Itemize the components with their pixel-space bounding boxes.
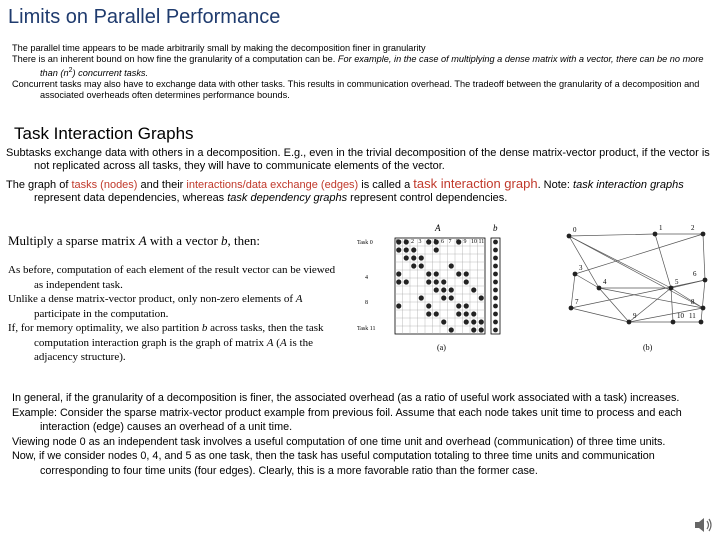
matrix-entry — [426, 279, 431, 284]
matrix-entry — [404, 255, 409, 260]
graph-node-label: 9 — [633, 312, 637, 320]
matrix-entry — [464, 319, 469, 324]
matrix-entry — [464, 279, 469, 284]
sparse-bullets — [8, 263, 338, 365]
task0-label: Task 0 — [357, 240, 373, 246]
graph-edge — [575, 234, 703, 274]
intro-line-3: Concurrent tasks may also have to exchange data with other tasks. This results in communication overhead. The tradeoff between the granularity of a decomposition and associated overheads often determines performance bounds. — [12, 79, 700, 101]
figure-b-label: (b) — [643, 343, 653, 352]
sparse-bullet-2: Unlike a dense matrix-vector product, only non-zero elements of A participate in the computation. — [8, 293, 303, 320]
matrix-entry — [434, 271, 439, 276]
tig-text — [6, 147, 716, 205]
matrix-entry — [456, 271, 461, 276]
graph-node-label: 5 — [675, 278, 679, 286]
graph-node-label: 4 — [603, 278, 607, 286]
matrix-entry — [426, 311, 431, 316]
matrix-entry — [441, 319, 446, 324]
row-label-4: 4 — [365, 275, 368, 281]
matrix-entry — [434, 239, 439, 244]
graph-edge — [571, 280, 705, 308]
graph-edge — [571, 308, 629, 322]
matrix-entry — [396, 279, 401, 284]
graph-node-label: 11 — [689, 312, 696, 320]
intro-line-2: There is an inherent bound on how fine the granularity of a computation can be. For example, in the case of multiplying a dense matrix with a vector, there can be no more than $(n^2)$ concurrent tasks. — [12, 54, 704, 79]
graph-edge — [655, 234, 671, 288]
matrix-entry — [434, 279, 439, 284]
tig-paragraph-1: Subtasks exchange data with others in a decomposition. E.g., even in the trivial decomposition of the dense matrix-vector product, if the vector is not replicated across all tasks, they will have to communicate elements of the vector. — [6, 147, 710, 172]
graph-edge — [671, 288, 673, 322]
matrix-entry — [411, 247, 416, 252]
graph-node — [701, 232, 706, 237]
row-label-8: 8 — [365, 300, 368, 306]
graph-node-label: 10 — [677, 312, 684, 320]
matrix-entry — [449, 287, 454, 292]
matrix-entry — [464, 271, 469, 276]
matrix-entry — [396, 239, 401, 244]
vector-b-column — [491, 238, 500, 334]
matrix-entry — [426, 271, 431, 276]
column-label: 3 — [418, 239, 422, 245]
matrix-entry — [449, 327, 454, 332]
matrix-A-label: A — [435, 223, 441, 233]
matrix-entry — [464, 303, 469, 308]
matrix-entry — [471, 287, 476, 292]
column-label: 11 — [478, 239, 485, 245]
figure-a-label: (a) — [437, 343, 446, 352]
column-label: 2 — [411, 239, 414, 245]
matrix-entry — [479, 327, 484, 332]
matrix-entry — [479, 295, 484, 300]
vector-entry — [493, 320, 498, 325]
graph-node — [627, 320, 632, 325]
graph-node — [703, 278, 708, 283]
matrix-entry — [441, 295, 446, 300]
matrix-entry — [411, 263, 416, 268]
graph-node — [567, 234, 572, 239]
matrix-entry — [411, 255, 416, 260]
graph-node-label: 1 — [659, 224, 663, 232]
vector-entry — [493, 256, 498, 261]
graph-edge — [575, 274, 599, 288]
matrix-entry — [449, 263, 454, 268]
closing-paragraph-4: Now, if we consider nodes 0, 4, and 5 as one task, then the task has useful computation totaling to three time units and communication corresponding to four time units (four edges). Clearly, this is a more favorable ratio than the former case. — [12, 450, 655, 477]
graph-node — [669, 286, 674, 291]
column-label: 7 — [448, 239, 452, 245]
matrix-entry — [434, 311, 439, 316]
vector-entry — [493, 272, 498, 277]
matrix-entry — [456, 311, 461, 316]
sparse-bullet-3: If, for memory optimality, we also partition b across tasks, then the task computation interaction graph is the graph of matrix A (A is the adjacency structure). — [8, 322, 324, 363]
column-label: 10 — [471, 239, 477, 245]
matrix-entry — [426, 303, 431, 308]
graph-node-label: 2 — [691, 224, 695, 232]
graph-node — [701, 306, 706, 311]
matrix-entry — [426, 239, 431, 244]
intro-line-1: The parallel time appears to be made arbitrarily small by making the decomposition finer in granularity — [12, 43, 426, 53]
matrix-entry — [464, 311, 469, 316]
matrix-grid — [395, 238, 485, 334]
matrix-entry — [404, 279, 409, 284]
intro-text — [12, 43, 712, 101]
task-interaction-graph — [555, 222, 715, 354]
graph-edge — [569, 234, 655, 236]
matrix-entry — [441, 287, 446, 292]
graph-edges — [569, 234, 705, 322]
speaker-icon[interactable] — [692, 514, 714, 536]
tig-paragraph-2: The graph of tasks (nodes) and their interactions/data exchange (edges) is called a task interaction graph. Note: task interaction graphs represent data dependencies, whereas task dependency graphs represent control dependencies. — [6, 176, 684, 204]
matrix-entry — [419, 263, 424, 268]
matrix-entry — [471, 311, 476, 316]
graph-node-label: 3 — [579, 264, 583, 272]
graph-edge — [569, 236, 703, 308]
graph-node — [597, 286, 602, 291]
graph-node — [699, 320, 704, 325]
section-heading: Task Interaction Graphs — [14, 124, 194, 143]
matrix-entry — [449, 295, 454, 300]
matrix-entry — [396, 271, 401, 276]
graph-node — [653, 232, 658, 237]
column-label: 9 — [463, 239, 467, 245]
closing-text — [12, 391, 717, 478]
matrix-entry — [471, 319, 476, 324]
vector-b-label: b — [493, 223, 498, 233]
vector-entry — [493, 312, 498, 317]
graph-node-label: 8 — [691, 298, 695, 306]
vector-entry — [493, 288, 498, 293]
graph-node — [573, 272, 578, 277]
sparse-bullet-1: As before, computation of each element of the result vector can be viewed as independent task. — [8, 264, 336, 291]
graph-edge — [701, 280, 705, 322]
vector-entry — [493, 248, 498, 253]
closing-paragraph-1: In general, if the granularity of a decomposition is finer, the associated overhead (as a ratio of useful work associated with a task) increases. — [12, 392, 680, 404]
slide-title: Limits on Parallel Performance — [8, 6, 281, 28]
vector-entry — [493, 240, 498, 245]
vector-entry — [493, 328, 498, 333]
closing-paragraph-2: Example: Consider the sparse matrix-vector product example from previous foil. Assume that each node takes unit time to process and each interaction (edge) causes an overhead of a unit time. — [12, 406, 682, 433]
graph-node — [671, 320, 676, 325]
matrix-entry — [441, 279, 446, 284]
graph-node-label: 0 — [573, 226, 577, 234]
task11-label: Task 11 — [357, 326, 376, 332]
graph-edge — [703, 234, 705, 280]
graph-node-label: 7 — [575, 298, 579, 306]
sparse-heading: Multiply a sparse matrix A with a vector b, then: — [8, 233, 261, 248]
matrix-entry — [434, 287, 439, 292]
matrix-entry — [419, 295, 424, 300]
vector-entry — [493, 280, 498, 285]
matrix-entry — [404, 247, 409, 252]
matrix-entry — [456, 239, 461, 244]
matrix-entry — [419, 255, 424, 260]
vector-entry — [493, 264, 498, 269]
graph-node-label: 6 — [693, 270, 697, 278]
matrix-entry — [479, 319, 484, 324]
matrix-entry — [396, 303, 401, 308]
matrix-entry — [471, 327, 476, 332]
matrix-entry — [404, 239, 409, 244]
graph-node — [569, 306, 574, 311]
matrix-entry — [396, 247, 401, 252]
vector-entry — [493, 296, 498, 301]
vector-entry — [493, 304, 498, 309]
closing-paragraph-3: Viewing node 0 as an independent task involves a useful computation of one time unit and overhead (communication) of three time units. — [12, 435, 666, 448]
sparse-matrix-figure — [355, 222, 515, 354]
column-label: 6 — [441, 239, 444, 245]
matrix-entry — [456, 303, 461, 308]
matrix-entry — [434, 247, 439, 252]
